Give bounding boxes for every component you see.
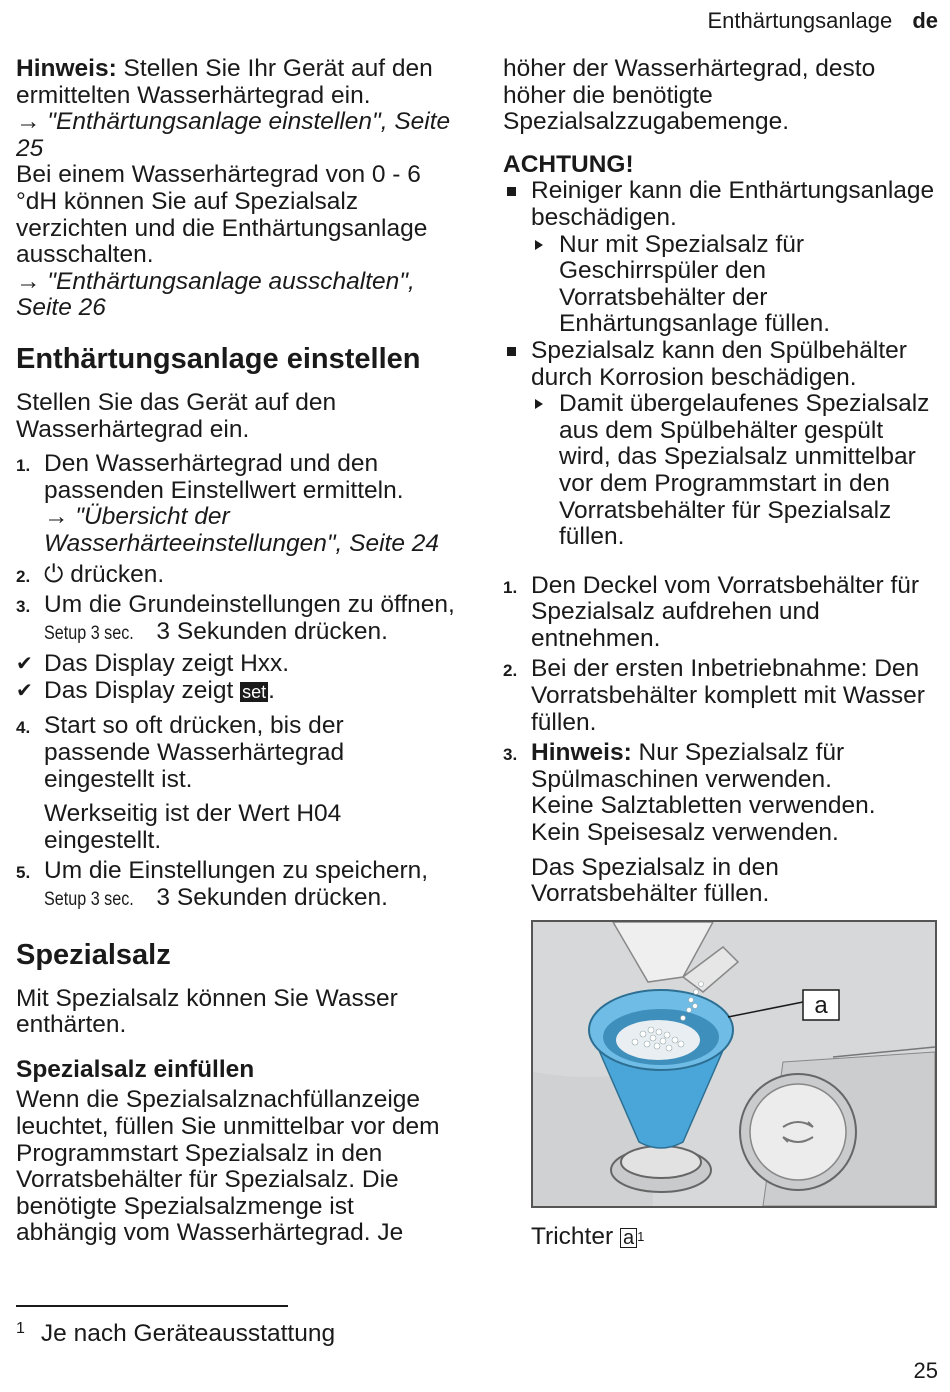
footnote-number: 1: [16, 1320, 25, 1337]
warning-action: [531, 232, 935, 338]
steps-einfuellen: [503, 573, 935, 908]
triangle-bullet-icon: [535, 399, 543, 409]
step-number: 5.: [16, 863, 31, 883]
warning-title: ACHTUNG!: [503, 150, 634, 178]
note-text-2: Bei einem Wasserhärtegrad von 0 - 6 °dH können Sie auf Spezialsalz verzichten und die Enthärtungsanlage ausschalten.: [16, 161, 428, 269]
warning-list: [503, 178, 935, 550]
triangle-bullet-icon: [535, 240, 543, 250]
note-text: Stellen Sie Ihr Gerät auf den ermittelten Wasserhärtegrad ein.: [16, 55, 433, 109]
check-2-period: .: [268, 676, 275, 704]
warning-action: [531, 391, 935, 551]
step-number: 2.: [16, 566, 31, 586]
check-result-1: [16, 651, 456, 678]
step-5: [16, 858, 456, 913]
steps-einstellen: [16, 451, 456, 647]
warning-2-action-text: Damit übergelaufenes Spezialsalz aus dem Spülbehälter gespült wird, das Spezialsalz unmittelbar vor dem Programmstart in den Vorratsbehälter für Spezialsalz füllen.: [559, 390, 930, 551]
step-number: 2.: [503, 661, 518, 681]
ref-einstellen[interactable]: → "Enthärtungsanlage einstellen", Seite 25: [16, 108, 451, 162]
warning-block: [503, 152, 935, 551]
checkmark-icon: ✔: [16, 653, 33, 676]
step-3-text: Nur Spezialsalz für Spülmaschinen verwenden.: [531, 739, 845, 793]
step-3-text-end: 3 Sekunden drücken.: [149, 617, 388, 645]
checkmark-icon: ✔: [16, 679, 33, 702]
step-number: 3.: [16, 597, 31, 617]
setup-key-label: Setup 3 sec.: [44, 622, 134, 644]
step-number: 1.: [16, 456, 31, 476]
funnel-illustration: [531, 920, 937, 1208]
right-column: [503, 56, 935, 1250]
step-3: [16, 592, 456, 647]
step-3-note: Das Spezialsalz in den Vorratsbehälter füllen.: [531, 853, 779, 908]
step-2: [16, 562, 456, 589]
ref-uebersicht[interactable]: → "Übersicht der Wasserhärteeinstellungen", Seite 24: [44, 503, 440, 557]
start-key-label: Start: [44, 712, 96, 740]
check-result-2: [16, 678, 456, 706]
continued-text: höher der Wasserhärtegrad, desto höher die benötigte Spezialsalzzugabemenge.: [503, 55, 876, 136]
step-2-text: drücken.: [63, 560, 165, 588]
square-bullet-icon: [507, 187, 516, 196]
step-3-line-3: Kein Speisesalz verwenden.: [531, 819, 839, 847]
note-paragraph: [16, 56, 456, 109]
caption-footnote-ref: 1: [637, 1228, 645, 1244]
header-lang: de: [912, 8, 938, 33]
power-icon: ⏻: [44, 560, 64, 588]
heading-spezialsalz: Spezialsalz: [16, 938, 171, 971]
step-3: [503, 740, 935, 908]
figure-callout-a: a: [814, 991, 828, 1019]
left-column: [16, 56, 456, 1247]
step-3-line-2: Keine Salztabletten verwenden.: [531, 792, 876, 820]
step-number: 4.: [16, 718, 31, 738]
warning-item: [503, 338, 935, 551]
step-4-text: so oft drücken, bis der passende Wasserhärtegrad eingestellt ist.: [44, 712, 345, 793]
step-1-text: Den Wasserhärtegrad und den passenden Einstellwert ermitteln.: [44, 450, 404, 504]
step-2-text: Bei der ersten Inbetriebnahme: Den Vorratsbehälter komplett mit Wasser füllen.: [531, 655, 925, 736]
salz-intro: Mit Spezialsalz können Sie Wasser enthärten.: [16, 984, 398, 1039]
warning-1-text: Reiniger kann die Enthärtungsanlage beschädigen.: [531, 177, 935, 231]
step-5-text: Um die Einstellungen zu speichern,: [44, 857, 429, 885]
page-number: 25: [913, 1358, 938, 1383]
step-4-note: Werkseitig ist der Wert H04 eingestellt.: [44, 800, 342, 854]
step-3-text: Um die Grundeinstellungen zu öffnen,: [44, 591, 455, 619]
intro-einstellen: Stellen Sie das Gerät auf den Wasserhärtegrad ein.: [16, 388, 337, 443]
setup-key-label: Setup 3 sec.: [44, 889, 134, 911]
footnote: [16, 1320, 335, 1348]
step-number: 3.: [503, 745, 518, 765]
step-1: [16, 451, 456, 557]
note-label: Hinweis:: [16, 55, 117, 82]
step-1-text: Den Deckel vom Vorratsbehälter für Spezialsalz aufdrehen und entnehmen.: [531, 571, 920, 652]
caption-label: a: [620, 1228, 637, 1248]
heading-einfuellen: Spezialsalz einfüllen: [16, 1055, 255, 1083]
page-header: [707, 8, 938, 34]
step-number: 1.: [503, 577, 518, 597]
ref-ausschalten[interactable]: → "Enthärtungsanlage ausschalten", Seite 26: [16, 267, 415, 322]
warning-2-text: Spezialsalz kann den Spülbehälter durch Korrosion beschädigen.: [531, 336, 907, 391]
caption-text: Trichter: [531, 1222, 620, 1250]
step-3-label: Hinweis:: [531, 739, 632, 767]
square-bullet-icon: [507, 347, 516, 356]
check-2-text: Das Display zeigt: [44, 676, 241, 704]
step-2: [503, 656, 935, 736]
warning-item: [503, 178, 935, 338]
step-5-text-end: 3 Sekunden drücken.: [149, 884, 388, 912]
display-set-badge: set: [242, 681, 267, 702]
funnel-drawing: [533, 922, 935, 1206]
footnote-divider: [16, 1305, 288, 1307]
warning-1-action-text: Nur mit Spezialsalz für Geschirrspüler den Vorratsbehälter der Enhärtungsanlage füllen.: [559, 230, 831, 338]
heading-einstellen: Enthärtungsanlage einstellen: [16, 342, 421, 375]
footnote-text: Je nach Geräteausstattung: [40, 1320, 336, 1347]
check-1-text: Das Display zeigt Hxx.: [44, 650, 290, 678]
header-section: Enthärtungsanlage: [707, 8, 893, 33]
einfuellen-text: Wenn die Spezialsalznachfüllanzeige leuchtet, füllen Sie unmittelbar vor dem Programmstart Spezialsalz in den Vorratsbehälter für Spezialsalz. Die benötigte Spezialsalzmenge ist abhängig vom Wasserhärtegrad. Je: [16, 1086, 440, 1247]
step-1: [503, 573, 935, 653]
figure-caption: [531, 1224, 935, 1251]
step-4: [16, 713, 456, 854]
steps-einstellen-cont: [16, 713, 456, 913]
